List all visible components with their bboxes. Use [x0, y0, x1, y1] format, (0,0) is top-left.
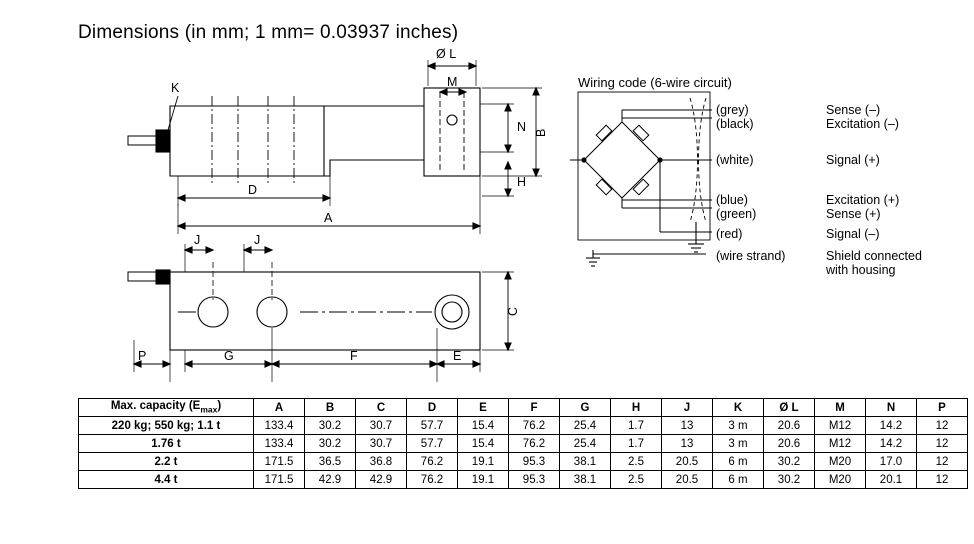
column-header-m: M: [815, 399, 866, 417]
dimensions-table: [78, 398, 968, 489]
cell-n: 20.1: [866, 471, 917, 489]
cell-p: 12: [917, 435, 968, 453]
cell-e: 19.1: [458, 453, 509, 471]
label-b: B: [534, 128, 548, 137]
cell-d: 76.2: [407, 471, 458, 489]
cell-f: 76.2: [509, 417, 560, 435]
column-header-capacity: [79, 399, 254, 417]
label-c: C: [506, 306, 520, 316]
column-header-a: A: [254, 399, 305, 417]
label-e: E: [453, 349, 462, 363]
cell-f: 76.2: [509, 435, 560, 453]
table-row: [79, 435, 968, 453]
cell-diameter-l: 30.2: [764, 471, 815, 489]
cell-p: 12: [917, 471, 968, 489]
page-title: Dimensions (in mm; 1 mm= 0.03937 inches): [78, 22, 459, 43]
wire-name-0: (grey): [716, 103, 749, 117]
cell-h: 2.5: [611, 471, 662, 489]
cell-e: 15.4: [458, 417, 509, 435]
cell-diameter-l: 20.6: [764, 417, 815, 435]
row-capacity: 4.4 t: [79, 471, 254, 489]
cell-a: 133.4: [254, 435, 305, 453]
cell-j: 20.5: [662, 453, 713, 471]
label-j1: J: [194, 233, 201, 247]
column-header-d: D: [407, 399, 458, 417]
cell-g: 38.1: [560, 471, 611, 489]
wire-name-4: (green): [716, 207, 757, 221]
cell-m: M20: [815, 453, 866, 471]
wire-func-2: Signal (+): [826, 153, 880, 167]
wiring-code-title: Wiring code (6-wire circuit): [578, 75, 732, 90]
label-g: G: [224, 349, 234, 363]
cell-h: 1.7: [611, 435, 662, 453]
wire-func-1: Excitation (–): [826, 117, 899, 131]
cell-d: 57.7: [407, 417, 458, 435]
cell-n: 17.0: [866, 453, 917, 471]
column-header-n: N: [866, 399, 917, 417]
cell-j: 20.5: [662, 471, 713, 489]
wire-func-7: with housing: [826, 263, 896, 277]
cell-b: 30.2: [305, 435, 356, 453]
cell-d: 57.7: [407, 435, 458, 453]
capacity-header-main: Max. capacity (E: [110, 400, 201, 413]
label-m: M: [447, 75, 458, 89]
column-header-p: P: [917, 399, 968, 417]
cell-j: 13: [662, 417, 713, 435]
cell-c: 30.7: [356, 435, 407, 453]
label-d: D: [248, 183, 258, 197]
cell-b: 30.2: [305, 417, 356, 435]
cell-g: 38.1: [560, 453, 611, 471]
column-header-e: E: [458, 399, 509, 417]
cell-c: 36.8: [356, 453, 407, 471]
cell-g: 25.4: [560, 435, 611, 453]
wire-name-6: (wire strand): [716, 249, 786, 263]
cell-b: 42.9: [305, 471, 356, 489]
table-header-row: [79, 399, 968, 417]
cell-n: 14.2: [866, 435, 917, 453]
cell-k: 6 m: [713, 453, 764, 471]
wire-name-1: (black): [716, 117, 754, 131]
cell-diameter-l: 20.6: [764, 435, 815, 453]
wire-func-4: Sense (+): [826, 207, 881, 221]
column-header-diameter-l: Ø L: [764, 399, 815, 417]
wire-func-6: Shield connected: [826, 249, 922, 263]
column-header-h: H: [611, 399, 662, 417]
cell-e: 15.4: [458, 435, 509, 453]
cell-a: 133.4: [254, 417, 305, 435]
label-f: F: [350, 349, 358, 363]
column-header-k: K: [713, 399, 764, 417]
wire-name-2: (white): [716, 153, 754, 167]
label-h: H: [517, 175, 527, 189]
cell-k: 3 m: [713, 417, 764, 435]
cell-j: 13: [662, 435, 713, 453]
cell-p: 12: [917, 417, 968, 435]
table-row: [79, 453, 968, 471]
column-header-f: F: [509, 399, 560, 417]
cell-a: 171.5: [254, 453, 305, 471]
cell-m: M12: [815, 417, 866, 435]
wire-name-3: (blue): [716, 193, 748, 207]
cell-c: 30.7: [356, 417, 407, 435]
cell-g: 25.4: [560, 417, 611, 435]
cell-diameter-l: 30.2: [764, 453, 815, 471]
cell-b: 36.5: [305, 453, 356, 471]
cell-f: 95.3: [509, 471, 560, 489]
row-capacity: 220 kg; 550 kg; 1.1 t: [79, 417, 254, 435]
cell-n: 14.2: [866, 417, 917, 435]
row-capacity: 1.76 t: [79, 435, 254, 453]
wire-func-3: Excitation (+): [826, 193, 900, 207]
capacity-header-tail: ): [217, 400, 222, 413]
cell-d: 76.2: [407, 453, 458, 471]
column-header-g: G: [560, 399, 611, 417]
wire-func-5: Signal (–): [826, 227, 880, 241]
column-header-c: C: [356, 399, 407, 417]
cell-p: 12: [917, 453, 968, 471]
label-p: P: [138, 349, 147, 363]
table-row: [79, 417, 968, 435]
cell-k: 3 m: [713, 435, 764, 453]
cell-f: 95.3: [509, 453, 560, 471]
cell-m: M20: [815, 471, 866, 489]
cell-m: M12: [815, 435, 866, 453]
wire-name-5: (red): [716, 227, 743, 241]
label-j2: J: [254, 233, 261, 247]
capacity-header-sub: max: [200, 404, 218, 415]
cell-h: 2.5: [611, 453, 662, 471]
label-a: A: [324, 211, 333, 225]
column-header-b: B: [305, 399, 356, 417]
row-capacity: 2.2 t: [79, 453, 254, 471]
column-header-j: J: [662, 399, 713, 417]
cell-a: 171.5: [254, 471, 305, 489]
cell-c: 42.9: [356, 471, 407, 489]
label-k: K: [171, 81, 180, 95]
label-n: N: [517, 120, 527, 134]
cell-k: 6 m: [713, 471, 764, 489]
cell-e: 19.1: [458, 471, 509, 489]
table-row: [79, 471, 968, 489]
label-diameter-l: Ø L: [436, 47, 457, 61]
wire-func-0: Sense (–): [826, 103, 881, 117]
cell-h: 1.7: [611, 417, 662, 435]
